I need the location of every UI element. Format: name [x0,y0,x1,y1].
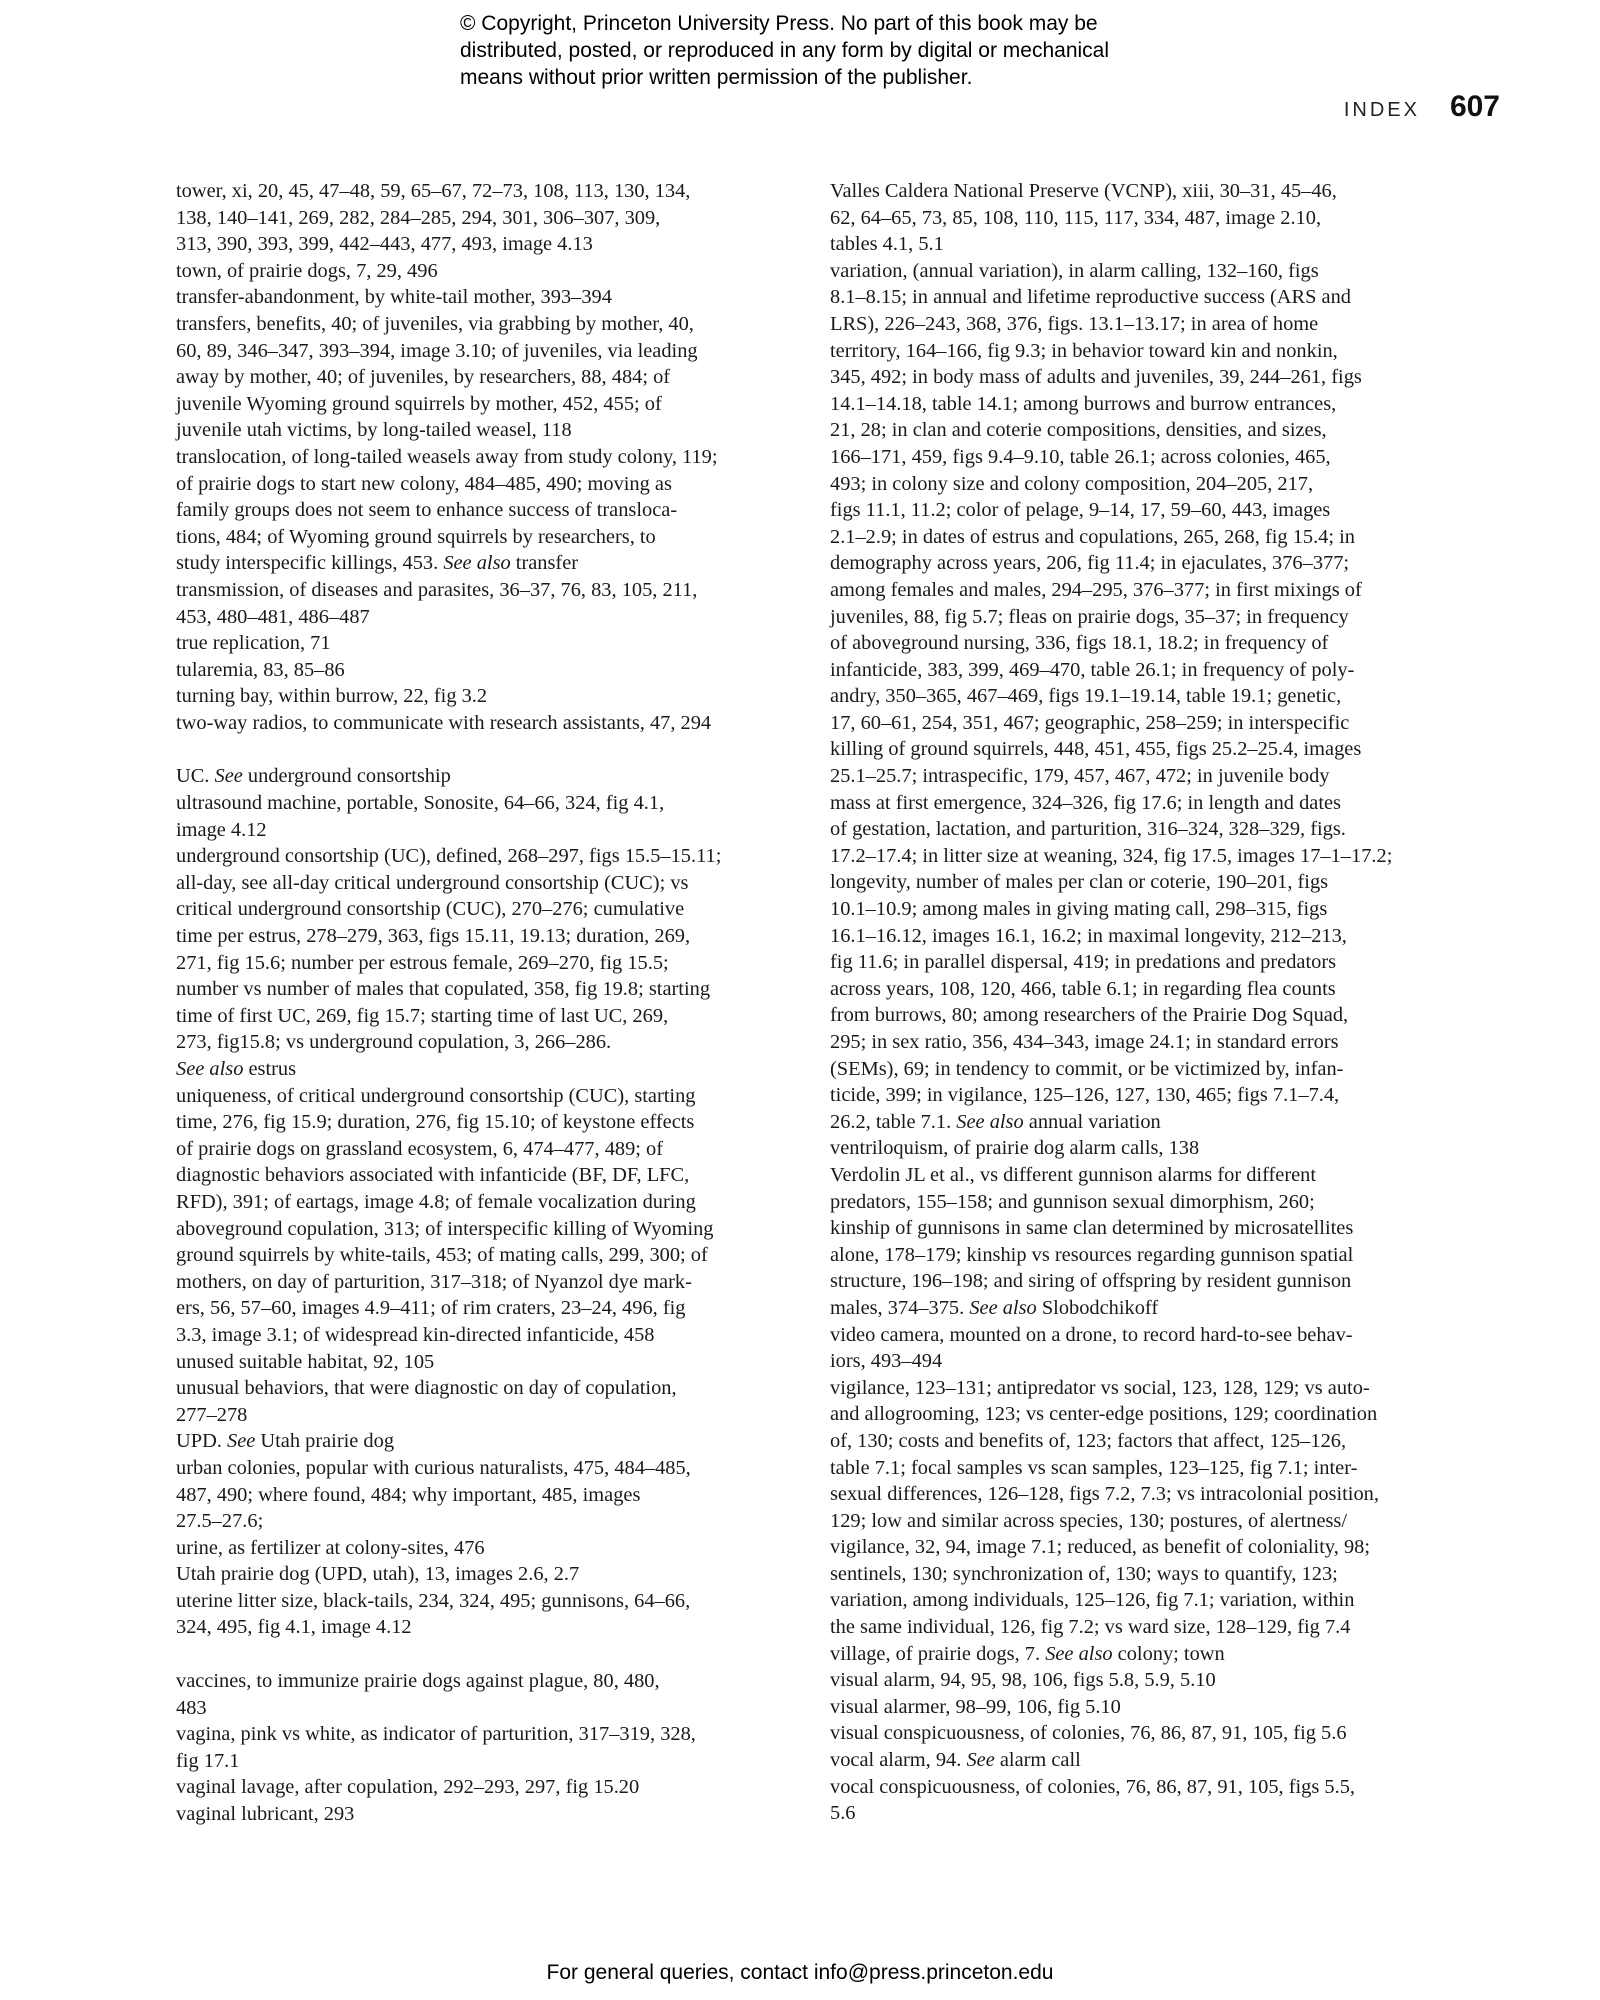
index-entry [176,710,796,737]
index-entry-line: 3.3, image 3.1; of widespread kin-directed infanticide, 458 [176,1323,655,1346]
index-entry [830,1774,1445,1827]
index-entry-line: true replication, 71 [176,632,331,655]
index-entry [830,1162,1445,1322]
index-column-right [830,178,1445,1827]
index-entry-line: 138, 140–141, 269, 282, 284–285, 294, 301, 306–307, 309, [176,206,661,229]
index-entry-line: 16.1–16.12, images 16.1, 16.2; in maximal longevity, 212–213, [830,924,1347,947]
index-entry [176,790,796,843]
index-entry [830,1135,1445,1162]
index-entry-line: two-way radios, to communicate with research assistants, 47, 294 [176,711,712,734]
index-entry-line: alone, 178–179; kinship vs resources regarding gunnison spatial [830,1243,1354,1266]
index-entry [176,763,796,790]
index-entry [176,577,796,630]
index-entry-line: tularemia, 83, 85–86 [176,658,345,681]
index-entry-line: tions, 484; of Wyoming ground squirrels by researchers, to [176,525,656,548]
index-entry-line: video camera, mounted on a drone, to record hard-to-see behav- [830,1323,1353,1346]
index-entry-line: all-day, see all-day critical underground consortship (CUC); vs [176,871,689,894]
copyright-line: means without prior written permission of the publisher. [460,66,973,89]
index-entry-line: visual alarm, 94, 95, 98, 106, figs 5.8, 5.9, 5.10 [830,1669,1216,1692]
index-entry-line: Valles Caldera National Preserve (VCNP), xiii, 30–31, 45–46, [830,180,1337,202]
index-entry-line: image 4.12 [176,818,267,841]
index-entry-line: village, of prairie dogs, 7. See also colony; town [830,1642,1225,1665]
index-entry-line: variation, among individuals, 125–126, fig 7.1; variation, within [830,1589,1355,1612]
index-entry [176,1428,796,1455]
index-entry [830,178,1445,258]
index-entry-line: town, of prairie dogs, 7, 29, 496 [176,259,438,282]
index-entry-line: vagina, pink vs white, as indicator of parturition, 317–319, 328, [176,1723,696,1746]
index-entry-line: demography across years, 206, fig 11.4; in ejaculates, 376–377; [830,552,1350,575]
index-entry-line: fig 11.6; in parallel dispersal, 419; in predations and predators [830,951,1337,974]
index-entry-line: 21, 28; in clan and coterie compositions, densities, and sizes, [830,419,1327,442]
index-entry-line: 2.1–2.9; in dates of estrus and copulations, 265, 268, fig 15.4; in [830,525,1355,548]
copyright-line: distributed, posted, or reproduced in any form by digital or mechanical [460,39,1110,62]
index-entry-line: vaccines, to immunize prairie dogs against plague, 80, 480, [176,1670,660,1693]
index-entry-line: underground consortship (UC), defined, 268–297, figs 15.5–15.11; [176,845,722,868]
index-entry-line: vocal conspicuousness, of colonies, 76, 86, 87, 91, 105, figs 5.5, [830,1775,1355,1798]
index-entry-line: figs 11.1, 11.2; color of pelage, 9–14, 17, 59–60, 443, images [830,499,1331,522]
index-entry-line: of prairie dogs on grassland ecosystem, 6, 474–477, 489; of [176,1137,664,1160]
index-entry-line: males, 374–375. See also Slobodchikoff [830,1296,1159,1319]
section-label: INDEX [1343,99,1420,121]
index-entry-line: ticide, 399; in vigilance, 125–126, 127, 130, 465; figs 7.1–7.4, [830,1084,1340,1107]
index-entry-line: across years, 108, 120, 466, table 6.1; in regarding flea counts [830,977,1336,1000]
index-entry-line: 313, 390, 393, 399, 442–443, 477, 493, image 4.13 [176,233,593,256]
index-entry [176,683,796,710]
index-entry [176,444,796,577]
index-entry-line: UPD. See Utah prairie dog [176,1430,395,1453]
index-entry-line: aboveground copulation, 313; of interspecific killing of Wyoming [176,1217,714,1240]
index-entry-line: the same individual, 126, fig 7.2; vs ward size, 128–129, fig 7.4 [830,1616,1351,1639]
index-entry-line: juvenile Wyoming ground squirrels by mother, 452, 455; of [176,392,662,415]
footer-contact: For general queries, contact info@press.princeton.edu [546,1961,1054,1984]
index-entry [830,1747,1445,1774]
index-entry-line: diagnostic behaviors associated with infanticide (BF, DF, LFC, [176,1164,690,1187]
index-entry-line: sentinels, 130; synchronization of, 130; ways to quantify, 123; [830,1562,1338,1585]
index-entry-line: andry, 350–365, 467–469, figs 19.1–19.14, table 19.1; genetic, [830,685,1342,708]
index-entry-line: vaginal lubricant, 293 [176,1803,355,1826]
index-entry-line: sexual differences, 126–128, figs 7.2, 7.3; vs intracolonial position, [830,1483,1379,1506]
copyright-line: © Copyright, Princeton University Press. No part of this book may be [460,12,1098,35]
index-entry [176,630,796,657]
index-entry-line: RFD), 391; of eartags, image 4.8; of female vocalization during [176,1190,696,1213]
index-entry-line: mothers, on day of parturition, 317–318; of Nyanzol dye mark- [176,1270,692,1293]
index-entry-line: of prairie dogs to start new colony, 484–485, 490; moving as [176,472,672,495]
index-entry-line: killing of ground squirrels, 448, 451, 455, figs 25.2–25.4, images [830,738,1362,761]
index-entry [830,1694,1445,1721]
index-entry-line: 483 [176,1696,207,1719]
index-entry-line: uterine litter size, black-tails, 234, 324, 495; gunnisons, 64–66, [176,1589,691,1612]
index-entry-line: 17, 60–61, 254, 351, 467; geographic, 258–259; in interspecific [830,711,1350,734]
index-entry-line: juveniles, 88, fig 5.7; fleas on prairie dogs, 35–37; in frequency [830,605,1349,628]
index-entry-line: turning bay, within burrow, 22, fig 3.2 [176,685,488,708]
index-entry-line: 295; in sex ratio, 356, 434–343, image 24.1; in standard errors [830,1031,1339,1053]
index-entry-line: 487, 490; where found, 484; why important, 485, images [176,1483,641,1506]
index-entry-line: ventriloquism, of prairie dog alarm calls, 138 [830,1137,1200,1160]
index-entry-line: 10.1–10.9; among males in giving mating call, 298–315, figs [830,898,1328,921]
index-entry-line: of gestation, lactation, and parturition, 316–324, 328–329, figs. [830,818,1346,841]
index-entry [176,1774,796,1801]
index-entry [176,1455,796,1535]
index-entry-line: See also estrus [176,1058,297,1080]
index-entry-line: urban colonies, popular with curious naturalists, 475, 484–485, [176,1456,691,1479]
index-entry-line: uniqueness, of critical underground consortship (CUC), starting [176,1084,696,1107]
index-entry-line: ers, 56, 57–60, images 4.9–411; of rim craters, 23–24, 496, fig [176,1297,686,1320]
index-entry [176,1721,796,1774]
index-entry [176,1668,796,1721]
index-entry-line: (SEMs), 69; in tendency to commit, or be victimized by, infan- [830,1057,1344,1080]
index-entry-line: vaginal lavage, after copulation, 292–293, 297, fig 15.20 [176,1776,640,1799]
index-entry-line: 273, fig15.8; vs underground copulation, 3, 266–286. [176,1031,612,1054]
index-entry [830,258,1445,1136]
index-entry [176,657,796,684]
copyright-notice [460,10,1180,91]
index-entry-line: unusual behaviors, that were diagnostic on day of copulation, [176,1377,677,1400]
index-entry [830,1641,1445,1668]
index-entry-line: fig 17.1 [176,1749,240,1772]
index-entry-line: 27.5–27.6; [176,1510,264,1533]
running-head [1344,90,1500,124]
index-entry [176,1801,796,1828]
index-entry-line: time per estrus, 278–279, 363, figs 15.11, 19.13; duration, 269, [176,925,691,948]
index-entry [176,311,796,444]
index-entry [176,1535,796,1562]
index-entry-line: 453, 480–481, 486–487 [176,605,370,628]
index-entry [830,1720,1445,1747]
index-column-left [176,178,796,1828]
index-entry-line: vigilance, 123–131; antipredator vs social, 123, 128, 129; vs auto- [830,1376,1370,1399]
index-entry-line: 493; in colony size and colony composition, 204–205, 217, [830,472,1314,495]
index-entry-line: UC. See underground consortship [176,765,451,788]
index-entry-line: 8.1–8.15; in annual and lifetime reproductive success (ARS and [830,286,1351,309]
index-entry-line: tower, xi, 20, 45, 47–48, 59, 65–67, 72–73, 108, 113, 130, 134, [176,180,691,202]
index-entry-line: 25.1–25.7; intraspecific, 179, 457, 467, 472; in juvenile body [830,765,1330,788]
index-entry-line: table 7.1; focal samples vs scan samples, 123–125, fig 7.1; inter- [830,1456,1358,1479]
index-entry-line: visual conspicuousness, of colonies, 76, 86, 87, 91, 105, fig 5.6 [830,1722,1347,1745]
index-entry-line: of aboveground nursing, 336, figs 18.1, 18.2; in frequency of [830,632,1329,655]
index-entry-line: iors, 493–494 [830,1350,943,1373]
index-entry-line: territory, 164–166, fig 9.3; in behavior toward kin and nonkin, [830,339,1338,362]
index-entry [176,178,796,258]
index-entry-line: and allogrooming, 123; vs center-edge positions, 129; coordination [830,1403,1378,1426]
index-entry-line: translocation, of long-tailed weasels away from study colony, 119; [176,445,718,468]
index-entry [176,258,796,285]
index-entry-line: study interspecific killings, 453. See also transfer [176,552,579,575]
index-entry-line: variation, (annual variation), in alarm calling, 132–160, figs [830,259,1319,282]
index-entry-line: 277–278 [176,1403,248,1426]
index-entry-line: predators, 155–158; and gunnison sexual dimorphism, 260; [830,1190,1315,1213]
index-entry-line: away by mother, 40; of juveniles, by researchers, 88, 484; of [176,366,671,389]
index-entry-line: critical underground consortship (CUC), 270–276; cumulative [176,898,685,921]
index-entry-line: 324, 495, fig 4.1, image 4.12 [176,1616,412,1639]
index-entry-line: 166–171, 459, figs 9.4–9.10, table 26.1; across colonies, 465, [830,445,1331,468]
index-entry-line: LRS), 226–243, 368, 376, figs. 13.1–13.17; in area of home [830,312,1319,335]
index-entry-line: time of first UC, 269, fig 15.7; starting time of last UC, 269, [176,1004,669,1027]
index-entry [830,1322,1445,1375]
index-entry-line: kinship of gunnisons in same clan determined by microsatellites [830,1217,1354,1240]
index-entry-line: vocal alarm, 94. See alarm call [830,1749,1081,1772]
index-entry-line: ground squirrels by white-tails, 453; of mating calls, 299, 300; of [176,1244,708,1267]
index-entry-line: infanticide, 383, 399, 469–470, table 26.1; in frequency of poly- [830,658,1355,681]
index-entry-line: of, 130; costs and benefits of, 123; factors that affect, 125–126, [830,1429,1347,1452]
index-entry-line: longevity, number of males per clan or coterie, 190–201, figs [830,871,1329,894]
index-entry-line: 5.6 [830,1802,856,1825]
index-entry-line: 60, 89, 346–347, 393–394, image 3.10; of juveniles, via leading [176,339,698,362]
index-entry [176,1375,796,1428]
index-entry-line: from burrows, 80; among researchers of the Prairie Dog Squad, [830,1004,1349,1027]
index-entry-line: 129; low and similar across species, 130; postures, of alertness/ [830,1509,1348,1532]
index-entry-line: 17.2–17.4; in litter size at weaning, 324, fig 17.5, images 17–1–17.2; [830,844,1393,867]
index-entry-line: vigilance, 32, 94, image 7.1; reduced, as benefit of coloniality, 98; [830,1536,1371,1559]
index-entry [176,843,796,1082]
index-entry-line: among females and males, 294–295, 376–377; in first mixings of [830,578,1362,601]
index-entry-line: 14.1–14.18, table 14.1; among burrows and burrow entrances, [830,392,1337,415]
index-entry-line: 62, 64–65, 73, 85, 108, 110, 115, 117, 334, 487, image 2.10, [830,206,1322,229]
index-entry-line: visual alarmer, 98–99, 106, fig 5.10 [830,1695,1121,1718]
index-entry-line: juvenile utah victims, by long-tailed weasel, 118 [176,419,572,442]
index-entry-line: 271, fig 15.6; number per estrous female, 269–270, fig 15.5; [176,951,669,974]
index-entry [176,1349,796,1376]
index-entry-line: unused suitable habitat, 92, 105 [176,1350,435,1373]
index-entry [176,1588,796,1641]
index-entry-line: 345, 492; in body mass of adults and juveniles, 39, 244–261, figs [830,366,1362,389]
index-entry-line: structure, 196–198; and siring of offspring by resident gunnison [830,1270,1352,1293]
index-entry-line: 26.2, table 7.1. See also annual variation [830,1110,1161,1133]
index-entry-line: transfers, benefits, 40; of juveniles, via grabbing by mother, 40, [176,312,694,335]
index-entry-line: transmission, of diseases and parasites, 36–37, 76, 83, 105, 211, [176,578,698,601]
index-entry [176,1083,796,1349]
index-entry-line: family groups does not seem to enhance success of transloca- [176,499,678,522]
index-entry-line: ultrasound machine, portable, Sonosite, 64–66, 324, fig 4.1, [176,792,665,815]
index-entry [830,1375,1445,1641]
index-entry-line: Verdolin JL et al., vs different gunnison alarms for different [830,1163,1317,1186]
index-entry-line: transfer-abandonment, by white-tail mother, 393–394 [176,286,612,309]
index-entry-line: urine, as fertilizer at colony-sites, 476 [176,1536,485,1559]
index-entry-line: Utah prairie dog (UPD, utah), 13, images 2.6, 2.7 [176,1563,580,1586]
index-entry [176,1561,796,1588]
index-entry-line: mass at first emergence, 324–326, fig 17.6; in length and dates [830,791,1341,814]
index-entry [176,284,796,311]
index-entry-line: tables 4.1, 5.1 [830,233,944,256]
index-entry-line: time, 276, fig 15.9; duration, 276, fig 15.10; of keystone effects [176,1111,695,1134]
index-entry [830,1667,1445,1694]
index-entry-line: number vs number of males that copulated, 358, fig 19.8; starting [176,978,711,1001]
page-number: 607 [1449,90,1500,123]
